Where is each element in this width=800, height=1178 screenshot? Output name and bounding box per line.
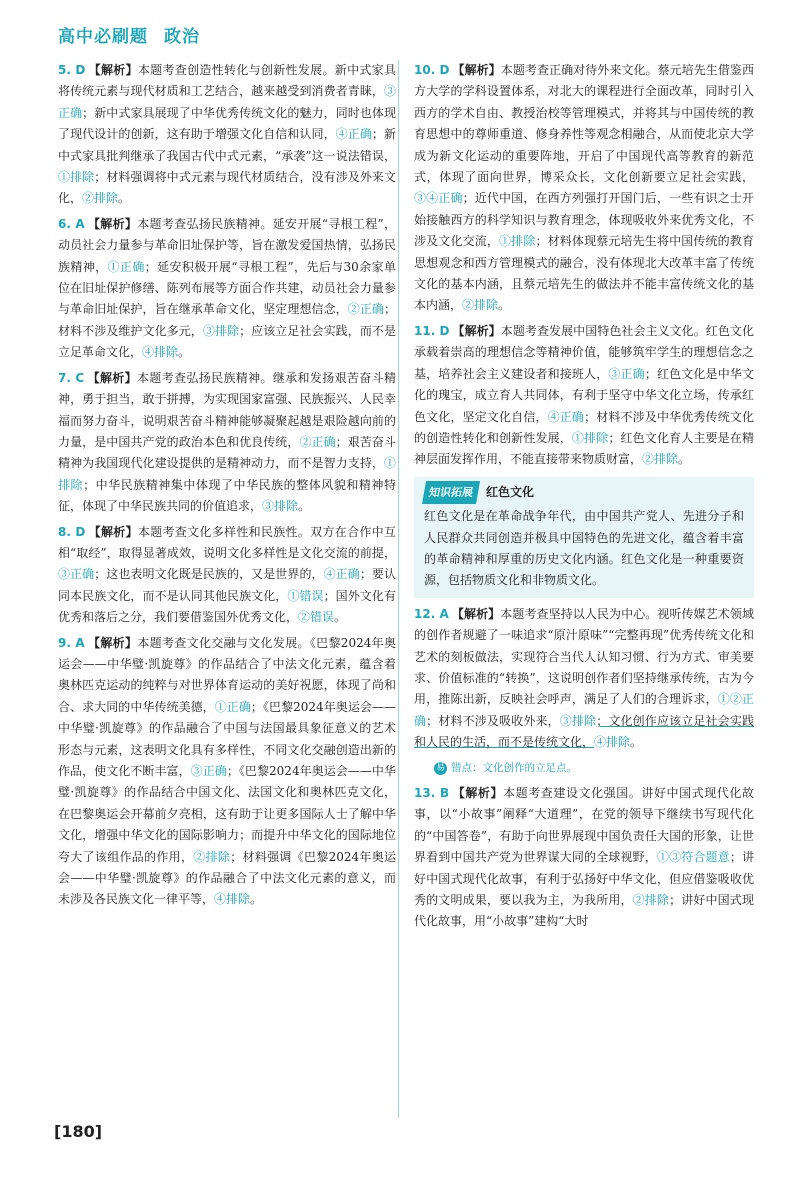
explanation-text: 。 [118, 191, 131, 206]
analysis-tag: 【解析】 [451, 606, 501, 621]
analysis-tag: 【解析】 [87, 216, 138, 231]
question-number: 12. A [414, 606, 449, 621]
explanation-text: 。 [250, 892, 263, 907]
right-items-b [414, 604, 754, 754]
explanation-text: 。 [630, 735, 643, 750]
answer-item [58, 214, 396, 364]
answer-item [58, 368, 396, 518]
answer-item [414, 60, 754, 317]
explanation-text: ；要认同本民族文化，而不是认同其他民族文化， [58, 567, 396, 603]
question-number: 5. D [58, 63, 86, 77]
analysis-tag: 【解析】 [87, 635, 138, 650]
question-number: 7. C [58, 370, 85, 385]
explanation-text: ；讲好中国式现代化故事，用“小故事”建构“大时 [414, 893, 754, 929]
answer-mark: ④排除 [594, 735, 631, 750]
answer-mark: ①正确 [107, 259, 145, 274]
answer-mark: ①排除 [58, 456, 396, 492]
explanation-text: ；文化创作应该立足社会实践和人民的生活，而不是传统文化， [414, 713, 754, 750]
explanation-text: ；延安积极开展“寻根工程”，先后与30余家单位在旧址保护修缮、陈列布展等方面合作共建，动员社会力量参与革命旧址保护，旨在继承革命文化，坚定理想信念， [58, 259, 396, 317]
explanation-text: ；材料体现蔡元培先生将中国传统的教育思想观念和西方管理模式的融合，没有体现北大改革丰富了传统文化的基本内涵，且蔡元培先生的做法并不能丰富传统文化的基本内涵， [414, 234, 754, 313]
explanation-text: 。 [298, 499, 311, 514]
answer-mark: ④正确 [323, 567, 360, 582]
answer-mark: ①②正确 [414, 692, 754, 728]
answer-mark: ④正确 [335, 127, 372, 142]
left-column [58, 60, 396, 915]
answer-item [58, 60, 396, 210]
answer-mark: ①③符合题意 [656, 850, 730, 865]
explanation-text: ；《巴黎2024年奥运会——中华璧·凯旋尊》的作品结合中国文化、法国文化和奥林匹克文化，在巴黎奥运会开幕前夕亮相，这有助于让更多国际人士了解中华文化，增强中华文化的国际影响力；而提升中华文化的国际地位夸大了该组作品的作用， [58, 764, 396, 864]
answer-item [414, 321, 754, 471]
page-number: [180] [54, 1122, 103, 1141]
answer-mark: ①错误 [287, 588, 324, 603]
explanation-text: 本题考查弘扬民族精神。延安开展“寻根工程”，动员社会力量参与革命旧址保护等，旨在激发爱国热情，弘扬民族精神， [58, 216, 396, 274]
answer-mark: ③排除 [559, 713, 597, 728]
explanation-text: ；《巴黎2024年奥运会——中华璧·凯旋尊》的作品融合了中国与法国最具象征意义的艺术形态与元素，这表明文化具有多样性，不同文化交融创造出新的作品，使文化不断丰富， [58, 699, 396, 778]
subject-title: 政治 [164, 27, 200, 47]
running-header [58, 22, 200, 47]
explanation-text: ；这也表明文化既是民族的，又是世界的， [94, 567, 324, 582]
answer-mark: ②排除 [193, 849, 231, 864]
answer-mark: ③正确 [608, 366, 645, 381]
question-number: 9. A [58, 635, 85, 650]
explanation-text: ；材料强调将中式元素与现代材质结合，没有涉及外来文化， [58, 170, 396, 206]
answer-mark: ①正确 [214, 699, 251, 714]
answer-mark: ③正确 [58, 84, 396, 120]
answer-mark: ③正确 [190, 764, 227, 778]
right-items-a [414, 60, 754, 471]
question-number: 10. D [414, 63, 450, 77]
answer-mark: ②正确 [299, 434, 336, 449]
explanation-text: ；艰苦奋斗精神为我国现代化建设提供的是精神动力，而不是智力支持， [58, 434, 396, 471]
explanation-text: ；中华民族精神集中体现了中华民族的整体风貌和精神特征，体现了中华民族共同的价值追求， [58, 477, 396, 514]
analysis-tag: 【解析】 [452, 323, 501, 338]
answer-item [414, 783, 754, 933]
explanation-text: ；材料强调《巴黎2024年奥运会——中华璧·凯旋尊》的作品融合了中法文化元素的意义，而未涉及各民族文化一律平等， [58, 849, 396, 907]
explanation-text: 本题考查文化交融与文化发展。《巴黎2024年奥运会——中华璧·凯旋尊》的作品结合了中法文化元素，蕴含着奥林匹克运动的纯粹与对世界体育运动的美好祝愿，体现了尚和合、求大同的中华传统美德， [58, 635, 396, 714]
answer-mark: ①排除 [499, 234, 536, 249]
answer-mark: ②排除 [642, 452, 679, 467]
explanation-text: 。 [334, 610, 347, 625]
extension-title: 红色文化 [486, 484, 535, 499]
explanation-text: ；红色文化是中华文化的瑰宝，成立育人共同体，有利于坚守中华文化立场，传承红色文化，坚定文化自信， [414, 366, 754, 424]
explanation-text: 本题考查坚持以人民为中心。视听传媒艺术领域的创作者规避了一味追求“原汁原味”“完整再现”优秀传统文化和艺术的刻板做法，实现符合当代人认知习惯、行为方式、审美要求、价值标准的“转换”，这说明创作者们坚持继承传统，古为今用，推陈出新，反映社会呼声，满足了人们的合理诉求， [414, 606, 754, 707]
question-number: 6. A [58, 216, 85, 231]
answer-mark: ①排除 [58, 170, 95, 185]
explanation-text: 本题考查弘扬民族精神。继承和发扬艰苦奋斗精神，勇于担当，敢于拼搏，为实现国家富强、民族振兴、人民幸福而努力奋斗，说明艰苦奋斗精神能够凝聚起越是艰险越向前的力量，是中国共产党的政治本色和优良传统， [58, 370, 396, 449]
explanation-text: ；新中式家具展现了中华优秀传统文化的魅力，同时也体现了现代设计的创新，这有助于增强文化自信和认同， [58, 105, 396, 142]
explanation-text: ；新中式家具批判继承了我国古代中式元素，“承袭”这一说法错误， [58, 127, 396, 163]
answer-mark: ③排除 [202, 323, 240, 338]
explanation-text: 本题考查文化多样性和民族性。双方在合作中互相“取经”，取得显著成效，说明文化多样性是文化交流的前提， [58, 524, 396, 560]
explanation-text: ；国外文化有优秀和落后之分，我们要借鉴国外优秀文化， [58, 588, 396, 625]
explanation-text: ；近代中国，在西方列强打开国门后，一些有识之士开始接触西方的科学知识与教育理念，体现吸收外来优秀文化，不涉及文化交流， [414, 191, 754, 249]
explanation-text: ；材料不涉及维护文化多元， [58, 302, 396, 338]
answer-mark: ②排除 [462, 298, 499, 313]
answer-mark: ②排除 [82, 191, 119, 206]
error-point-icon: 易 [435, 762, 445, 773]
right-items-c [414, 783, 754, 933]
extension-badge: 知识拓展 [422, 481, 480, 504]
explanation-text: ；材料不涉及吸收外来， [426, 713, 560, 728]
answer-mark: ②错误 [298, 610, 335, 625]
answer-mark: ①排除 [571, 430, 609, 445]
explanation-text: ；材料不涉及中华优秀传统文化的创造性转化和创新性发展， [414, 409, 754, 445]
explanation-text: ；讲好中国式现代化故事，有利于弘扬好中华文化，但应借鉴吸收优秀的文明成果，要以我为主，为我所用， [414, 850, 754, 908]
book-title: 高中必刷题 [58, 27, 148, 47]
right-column [414, 60, 754, 937]
explanation-text: 本题考查发展中国特色社会主义文化。红色文化承载着崇高的理想信念等精神价值，能够筑牢学生的理想信念之基，培养社会主义建设者和接班人， [414, 323, 754, 381]
knowledge-extension-box [414, 477, 754, 598]
analysis-tag: 【解析】 [87, 370, 137, 385]
analysis-tag: 【解析】 [452, 786, 504, 800]
explanation-text: ；应该立足社会实践，而不是立足革命文化， [58, 323, 396, 360]
note-text: 错点：文化创作的立足点。 [451, 761, 577, 774]
explanation-text: 本题考查创造性转化与创新性发展。新中式家具将传统元素与现代材质和工艺结合，越来越受到消费者青睐， [58, 63, 396, 99]
answer-mark: ③④正确 [414, 191, 463, 206]
answer-mark: ④排除 [214, 892, 251, 907]
answer-item [58, 633, 396, 911]
analysis-tag: 【解析】 [88, 524, 138, 539]
extension-body: 红色文化是在革命战争年代，由中国共产党人、先进分子和人民群众共同创造并极具中国特色的先进文化，蕴含着丰富的革命精神和厚重的历史文化内涵。红色文化是一种重要资源，包括物质文化和非物质文化。 [424, 509, 744, 588]
answer-mark: ③排除 [262, 499, 299, 514]
answer-mark: ④排除 [142, 345, 179, 360]
analysis-tag: 【解析】 [88, 63, 138, 77]
analysis-tag: 【解析】 [452, 63, 501, 77]
answer-item [58, 522, 396, 629]
answer-item [414, 604, 754, 754]
explanation-text: 。 [498, 298, 511, 313]
explanation-text: 本题考查建设文化强国。讲好中国式现代化故事，以“小故事”阐释“大道理”，在党的领导下继续书写现代化的“中国答卷”，有助于向世界展现中国负责任大国的形象，让世界看到中国共产党为世界谋大同的全球视野， [414, 786, 754, 865]
question-number: 8. D [58, 524, 86, 539]
answer-mark: ②排除 [632, 893, 670, 908]
question-number: 11. D [414, 323, 450, 338]
explanation-text: 本题考查正确对待外来文化。蔡元培先生借鉴西方大学的学科设置体系，对北大的课程进行全面改革，同时引入西方的学术自由、教授治校等管理模式，并将其与中国传统的教育思想中的尊师重道、修身养性等观念相融合，从而使北京大学成为新文化运动的重要阵地，开启了中国现代高等教育的新范式，体现了面向世界，博采众长，文化创新要立足社会实践， [414, 63, 754, 185]
explanation-text: ；红色文化育人主要是在精神层面发挥作用，不能直接带来物质财富， [414, 430, 754, 467]
column-divider [398, 60, 399, 1118]
answer-mark: ④正确 [547, 409, 585, 424]
explanation-text: 。 [178, 345, 191, 360]
question-number: 13. B [414, 786, 450, 800]
error-note [434, 758, 754, 779]
answer-mark: ②正确 [347, 302, 384, 317]
answer-mark: ③正确 [58, 567, 95, 582]
explanation-text: 。 [678, 452, 691, 467]
